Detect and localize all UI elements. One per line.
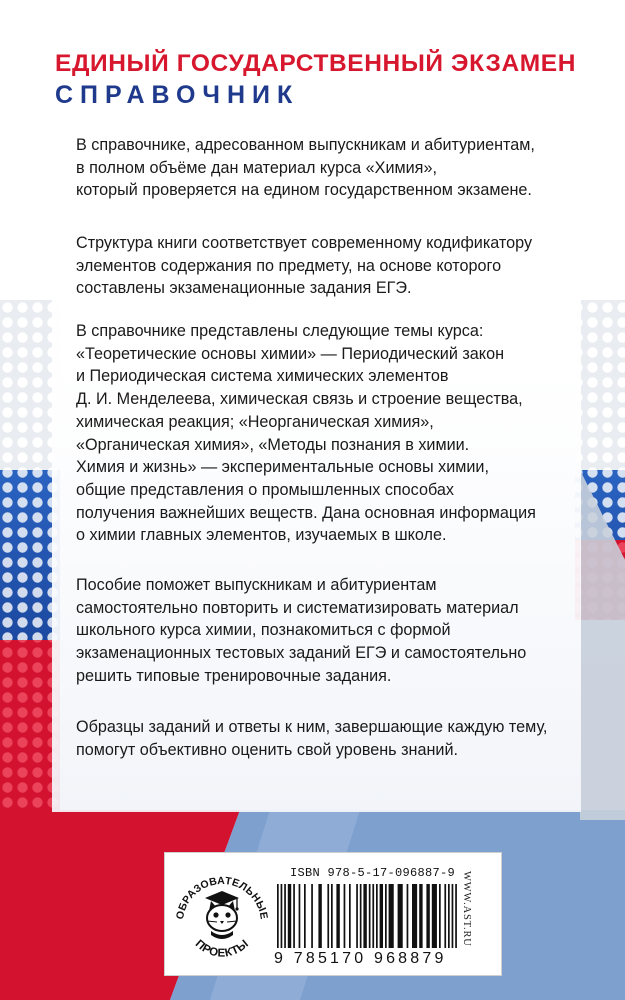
barcode-bar [439, 884, 441, 948]
barcode-bar [288, 884, 291, 948]
series-title: СПРАВОЧНИК [55, 81, 300, 109]
barcode-bar [376, 884, 378, 948]
paragraph-samples [76, 716, 576, 761]
barcode-bar [363, 884, 366, 948]
isbn-text: ISBN 978-5-17-096887-9 [290, 866, 456, 880]
cat-with-graduation-cap-icon [205, 891, 239, 939]
barcode-bar [336, 884, 339, 948]
text-line: о химии главных элементов, изучаемых в школе. [76, 526, 447, 545]
text-line: экзаменационных тестовых заданий ЕГЭ и самостоятельно [76, 644, 527, 663]
text-line: Д. И. Менделеева, химическая связь и строение вещества, [76, 390, 523, 409]
barcode-bars [277, 884, 457, 948]
paragraph-benefit [76, 574, 576, 688]
barcode-bar [304, 884, 306, 948]
text-line: Образцы заданий и ответы к ним, завершающие каждую тему, [76, 718, 548, 736]
text-line: «Теоретические основы химии» — Периодический закон [76, 344, 505, 363]
text-line: Структура книги соответствует современному кодификатору [76, 234, 533, 252]
barcode-bar [426, 884, 429, 948]
barcode-bar [407, 884, 409, 948]
text-line: В справочнике представлены следующие темы курса: [76, 322, 484, 340]
barcode-bar [293, 884, 295, 948]
text-line: «Органическая химия», «Методы познания в химии. [76, 435, 470, 454]
barcode-box [164, 852, 502, 976]
text-line: Химия и жизнь» — экспериментальные основы химии, [76, 458, 489, 477]
text-line: который проверяется на едином государственном экзамене. [76, 181, 532, 200]
barcode-bar [432, 884, 437, 948]
red-stripe-dots-left [0, 640, 60, 820]
text-line: элементов содержания по предмету, на основе которого [76, 256, 502, 275]
text-line: школьного курса химии, познакомиться с формой [76, 621, 451, 640]
barcode-bar [398, 884, 403, 948]
text-line: В справочнике, адресованном выпускникам и абитуриентам, [76, 136, 535, 154]
paragraph-intro [76, 134, 576, 202]
barcode-bar [444, 884, 446, 948]
paragraph-structure [76, 232, 576, 300]
barcode-bar [452, 884, 454, 948]
text-line: и Периодическая система химических элементов [76, 367, 449, 386]
barcode-bar [277, 884, 279, 948]
barcode-number: 9 785170 968879 [274, 950, 447, 967]
logo-top-text: ОБРАЗОВАТЕЛЬНЫЕ [174, 874, 270, 921]
text-line: химическая реакция; «Неорганическая химия», [76, 412, 434, 431]
text-line: самостоятельно повторить и систематизировать материал [76, 598, 519, 617]
description-panel [52, 112, 581, 812]
barcode-bar [349, 884, 351, 948]
barcode-bar [327, 884, 329, 948]
text-line: Пособие поможет выпускникам и абитуриентам [76, 576, 437, 594]
barcode-bar [448, 884, 450, 948]
white-stripe-dots-left [0, 300, 60, 470]
barcode-bar [419, 884, 422, 948]
barcode-bar [311, 884, 313, 948]
barcode-bar [331, 884, 333, 948]
logo-bottom-text: ПРОЕКТЫ [192, 937, 252, 960]
exam-title: ЕДИНЫЙ ГОСУДАРСТВЕННЫЙ ЭКЗАМЕН [55, 50, 577, 77]
blue-stripe-dots-left [0, 470, 60, 640]
barcode-bar [385, 884, 387, 948]
white-stripe-dots-right [575, 300, 625, 470]
text-line: составлены экзаменационные задания ЕГЭ. [76, 279, 412, 298]
barcode-bar [380, 884, 383, 948]
barcode-bar [284, 884, 286, 948]
barcode-bar [318, 884, 321, 948]
text-line: решить типовые тренировочные задания. [76, 666, 392, 685]
barcode-bar [360, 884, 362, 948]
website-url: WWW.AST.RU [461, 871, 472, 947]
barcode-bar [372, 884, 374, 948]
text-line: в полном объёме дан материал курса «Химия», [76, 158, 437, 177]
barcode-bar [412, 884, 417, 948]
text-line: получения важнейших веществ. Дана основная информация [76, 503, 536, 522]
barcode-bar [389, 884, 394, 948]
barcode-bar [299, 884, 301, 948]
paragraph-topics [76, 320, 576, 547]
barcode-bar [281, 884, 283, 948]
barcode-bar [455, 884, 457, 948]
barcode-bar [356, 884, 358, 948]
publisher-logo [171, 861, 273, 967]
barcode-bar [369, 884, 371, 948]
text-line: помогут объективно оценить свой уровень знаний. [76, 740, 458, 759]
text-line: общие представления о промышленных способах [76, 480, 454, 499]
barcode-bar [344, 884, 346, 948]
